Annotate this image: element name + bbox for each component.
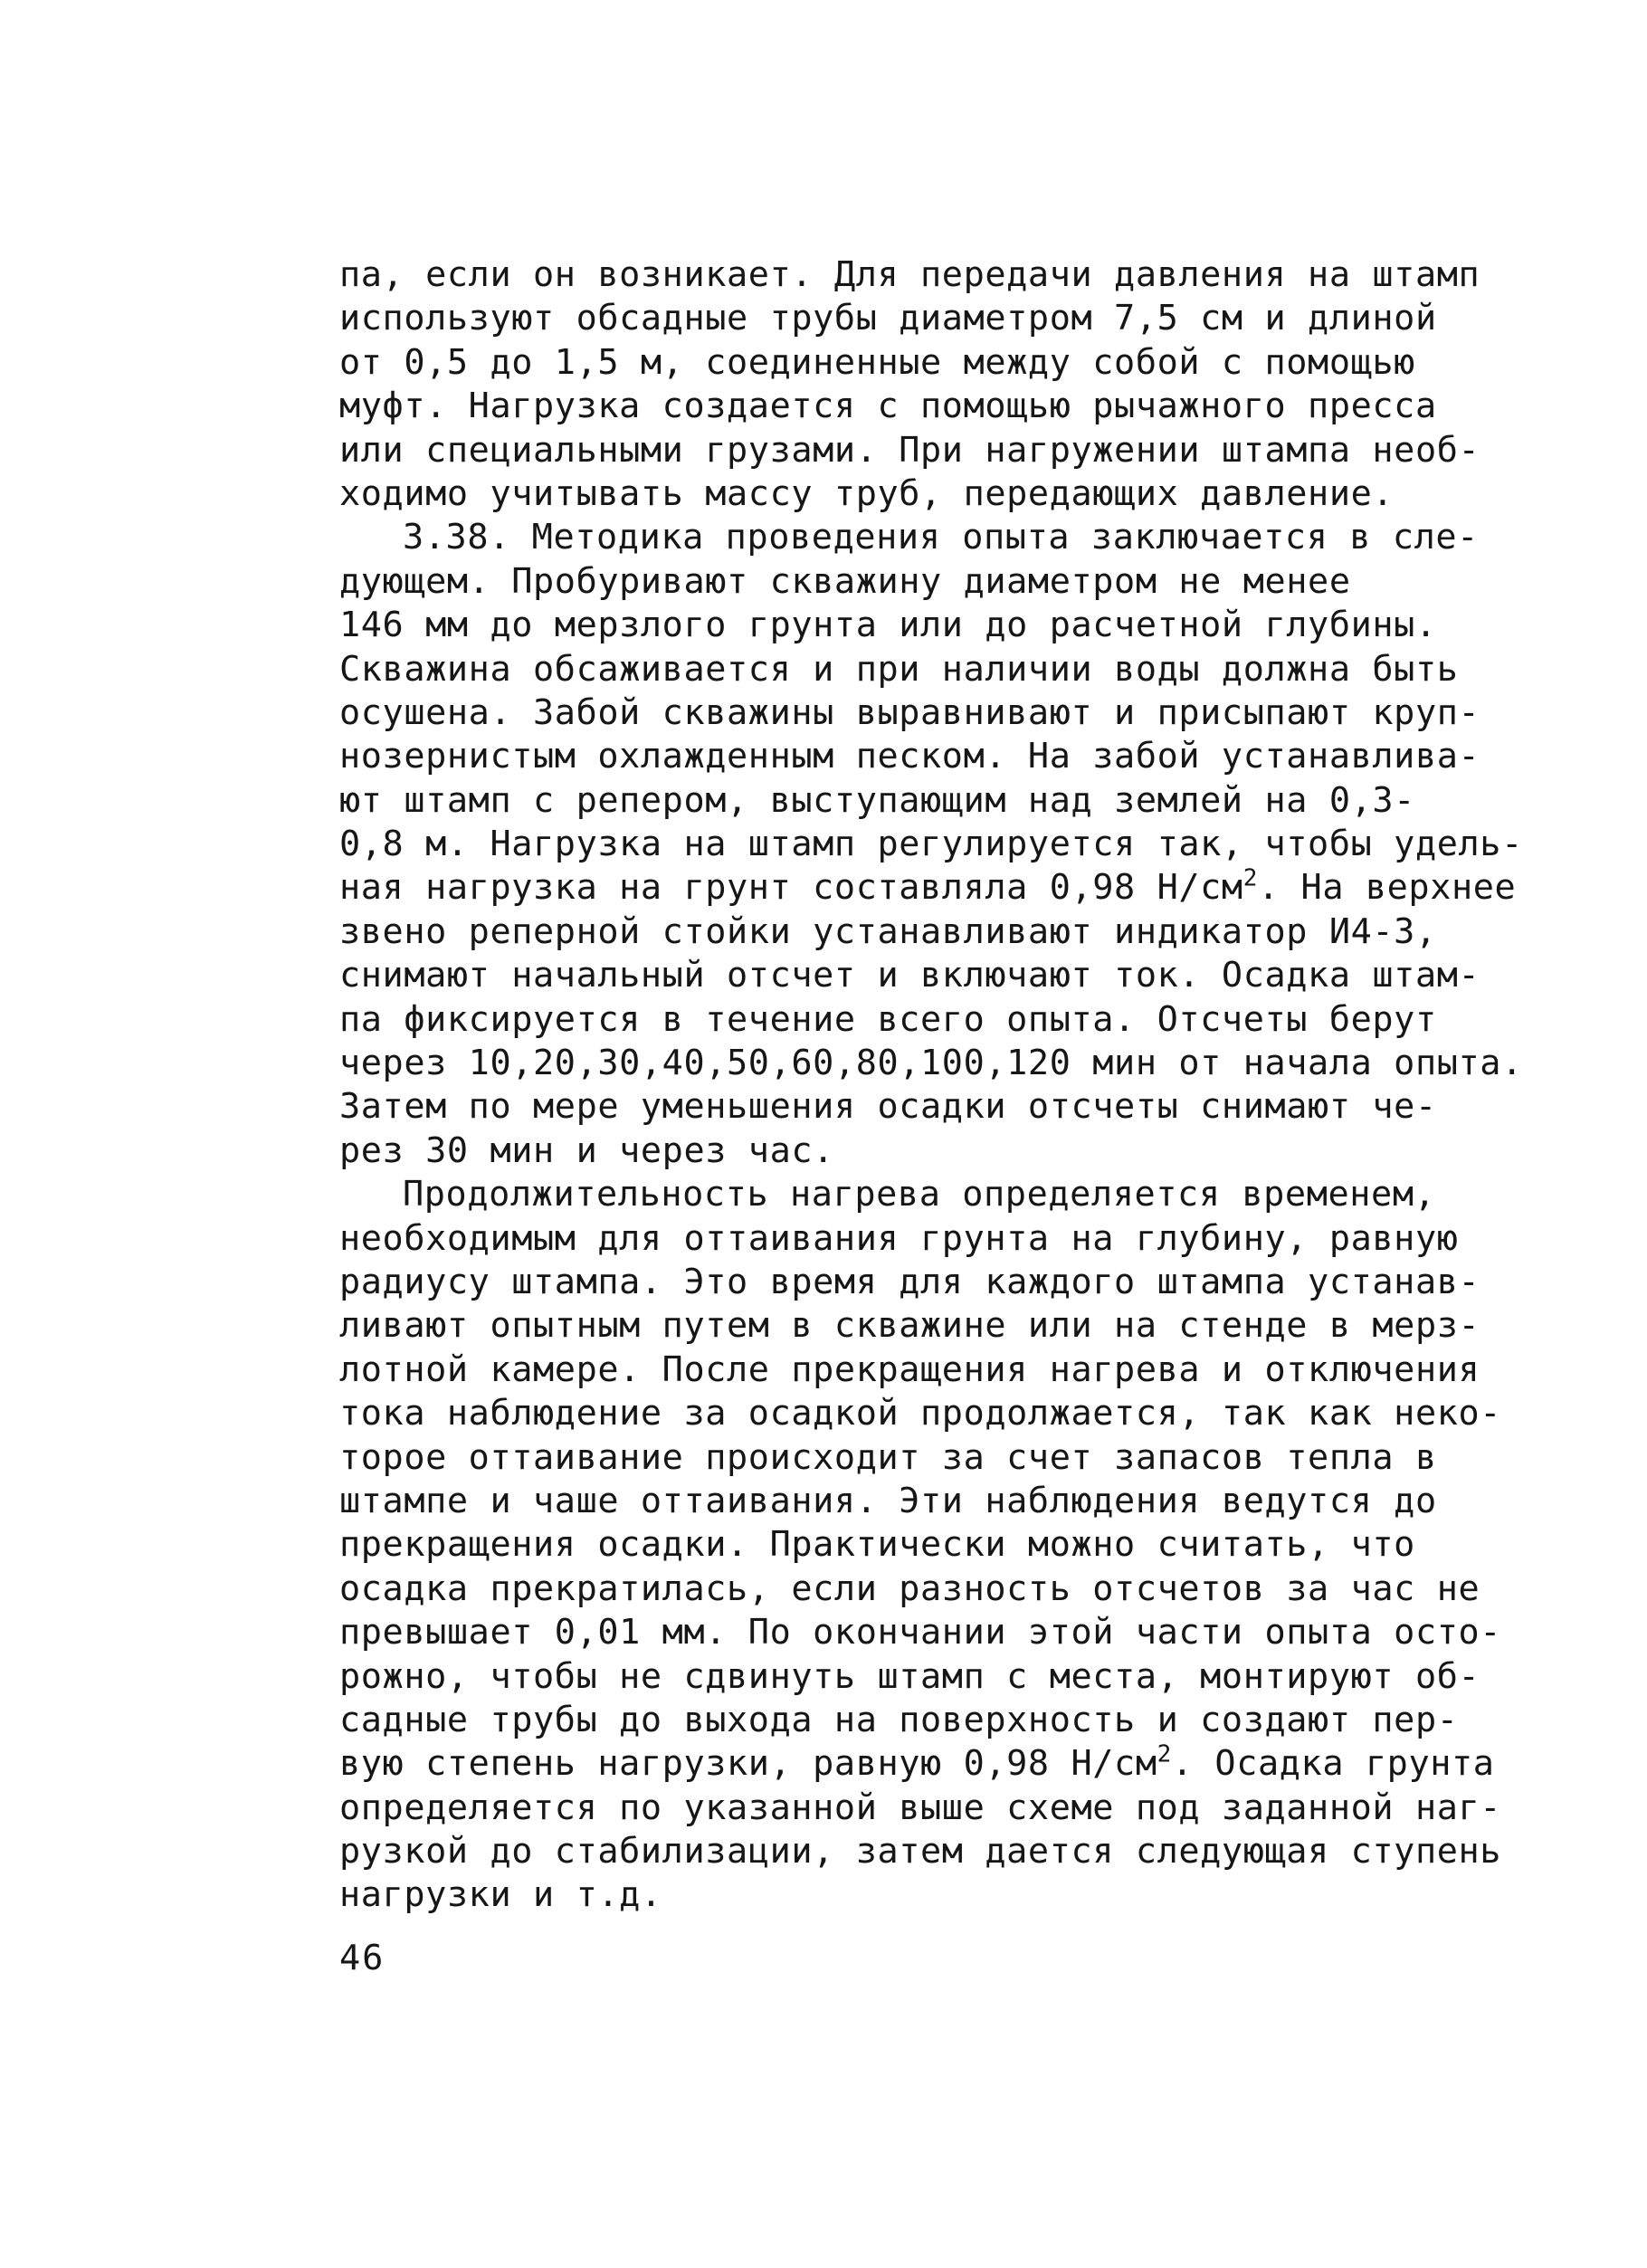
text-line (339, 429, 1552, 472)
text-line (339, 1568, 1552, 1611)
text-line-content: рез 30 мин и через час. (339, 1129, 834, 1171)
text-line (339, 472, 1552, 516)
text-line (339, 779, 1552, 823)
text-line (339, 998, 1552, 1042)
text-line-content: от 0,5 до 1,5 м, соединенные между собой с помощью (339, 341, 1415, 383)
text-line-content: осушена. Забой скважины выравнивают и присыпают круп- (339, 691, 1480, 733)
text-line-content: торое оттаивание происходит за счет запасов тепла в (339, 1436, 1437, 1478)
text-line-content: используют обсадные трубы диаметром 7,5 см и длиной (339, 298, 1437, 339)
text-line-content: звено реперной стойки устанавливают индикатор И4-3, (339, 910, 1437, 952)
text-line-content: Продолжительность нагрева определяется временем, (403, 1174, 1436, 1215)
text-line (339, 1261, 1552, 1304)
text-line-content: рожно, чтобы не сдвинуть штамп с места, монтируют об- (339, 1655, 1480, 1697)
text-line-content: 0,8 м. Нагрузка на штамп регулируется так, чтобы удель- (339, 824, 1523, 865)
text-line (339, 1787, 1552, 1830)
text-line (339, 910, 1552, 954)
text-line-content: осадка прекратилась, если разность отсчетов за час не (339, 1568, 1480, 1609)
text-line (339, 648, 1552, 691)
text-line (339, 735, 1552, 778)
text-line (339, 1348, 1552, 1392)
text-line-content: вую степень нагрузки, равную 0,98 Н/см (339, 1743, 1157, 1785)
text-line-content: тока наблюдение за осадкой продолжается, так как неко- (339, 1393, 1502, 1434)
text-line-content: рузкой до стабилизации, затем дается следующая ступень (339, 1831, 1502, 1873)
page-number: 46 (339, 1938, 386, 1978)
text-line-content: радиусу штампа. Это время для каждого штампа устанав- (339, 1261, 1480, 1302)
text-line-content: превышает 0,01 мм. По окончании этой части опыта осто- (339, 1612, 1502, 1653)
text-line-content: прекращения осадки. Практически можно считать, что (339, 1524, 1415, 1566)
text-line (339, 954, 1552, 997)
text-line (339, 297, 1552, 340)
text-line (339, 1699, 1552, 1742)
text-line (339, 1173, 1552, 1216)
text-line (339, 1304, 1552, 1348)
text-line-content: ют штамп с репером, выступающим над землей на 0,3- (339, 779, 1415, 821)
text-line (339, 1655, 1552, 1699)
text-line-content: лотной камере. После прекращения нагрева и отключения (339, 1348, 1480, 1390)
text-line (339, 1480, 1552, 1523)
text-line (339, 823, 1552, 866)
text-line-content: определяется по указанной выше схеме под заданной наг- (339, 1787, 1502, 1828)
body-text (339, 253, 1552, 1918)
text-line-content: ная нагрузка на грунт составляла 0,98 Н/см (339, 867, 1243, 909)
text-line-content: па, если он возникает. Для передачи давления на штамп (339, 254, 1480, 295)
text-line (339, 516, 1552, 559)
text-line-content: Скважина обсаживается и при наличии воды должна быть (339, 648, 1459, 690)
text-line (339, 385, 1552, 428)
text-line-content: 3.38. Методика проведения опыта заключается в сле- (403, 517, 1479, 558)
text-line-continuation: . Осадка грунта (1171, 1743, 1495, 1785)
text-line (339, 1129, 1552, 1173)
text-line (339, 1436, 1552, 1480)
text-line (339, 341, 1552, 385)
text-line-content: дующем. Пробуривают скважину диаметром не менее (339, 560, 1351, 602)
text-line (339, 1830, 1552, 1873)
text-line (339, 1611, 1552, 1654)
text-line-continuation: . На верхнее (1257, 867, 1517, 909)
text-line-content: ливают опытным путем в скважине или на стенде в мерз- (339, 1305, 1480, 1347)
text-line (339, 691, 1552, 735)
text-line-content: муфт. Нагрузка создается с помощью рычажного пресса (339, 386, 1437, 427)
text-line (339, 1523, 1552, 1567)
text-line-content: снимают начальный отсчет и включают ток. Осадка штам- (339, 955, 1480, 996)
text-line (339, 866, 1552, 910)
text-line-content: па фиксируется в течение всего опыта. Отсчеты берут (339, 998, 1437, 1040)
text-line-content: через 10,20,30,40,50,60,80,100,120 мин от начала опыта. (339, 1043, 1523, 1084)
text-line (339, 1742, 1552, 1786)
text-line-content: или специальными грузами. При нагружении штампа необ- (339, 429, 1480, 471)
text-line-content: нозернистым охлажденным песком. На забой устанавлива- (339, 736, 1480, 777)
text-line-content: штампе и чаше оттаивания. Эти наблюдения ведутся до (339, 1480, 1437, 1521)
text-line (339, 560, 1552, 604)
text-line (339, 1085, 1552, 1129)
text-line (339, 604, 1552, 647)
superscript: 2 (1242, 865, 1258, 893)
text-line-content: необходимым для оттаивания грунта на глубину, равную (339, 1217, 1459, 1259)
text-line (339, 1873, 1552, 1917)
superscript: 2 (1157, 1740, 1172, 1768)
text-line (339, 1217, 1552, 1261)
text-line (339, 1042, 1552, 1085)
text-line-content: 146 мм до мерзлого грунта или до расчетной глубины. (339, 605, 1437, 646)
text-line-content: Затем по мере уменьшения осадки отсчеты снимают че- (339, 1086, 1437, 1128)
text-line-content: ходимо учитывать массу труб, передающих давление. (339, 472, 1395, 514)
text-line (339, 1392, 1552, 1435)
text-line-content: садные трубы до выхода на поверхность и создают пер- (339, 1699, 1459, 1740)
text-line (339, 253, 1552, 297)
text-line-content: нагрузки и т.д. (339, 1874, 662, 1916)
